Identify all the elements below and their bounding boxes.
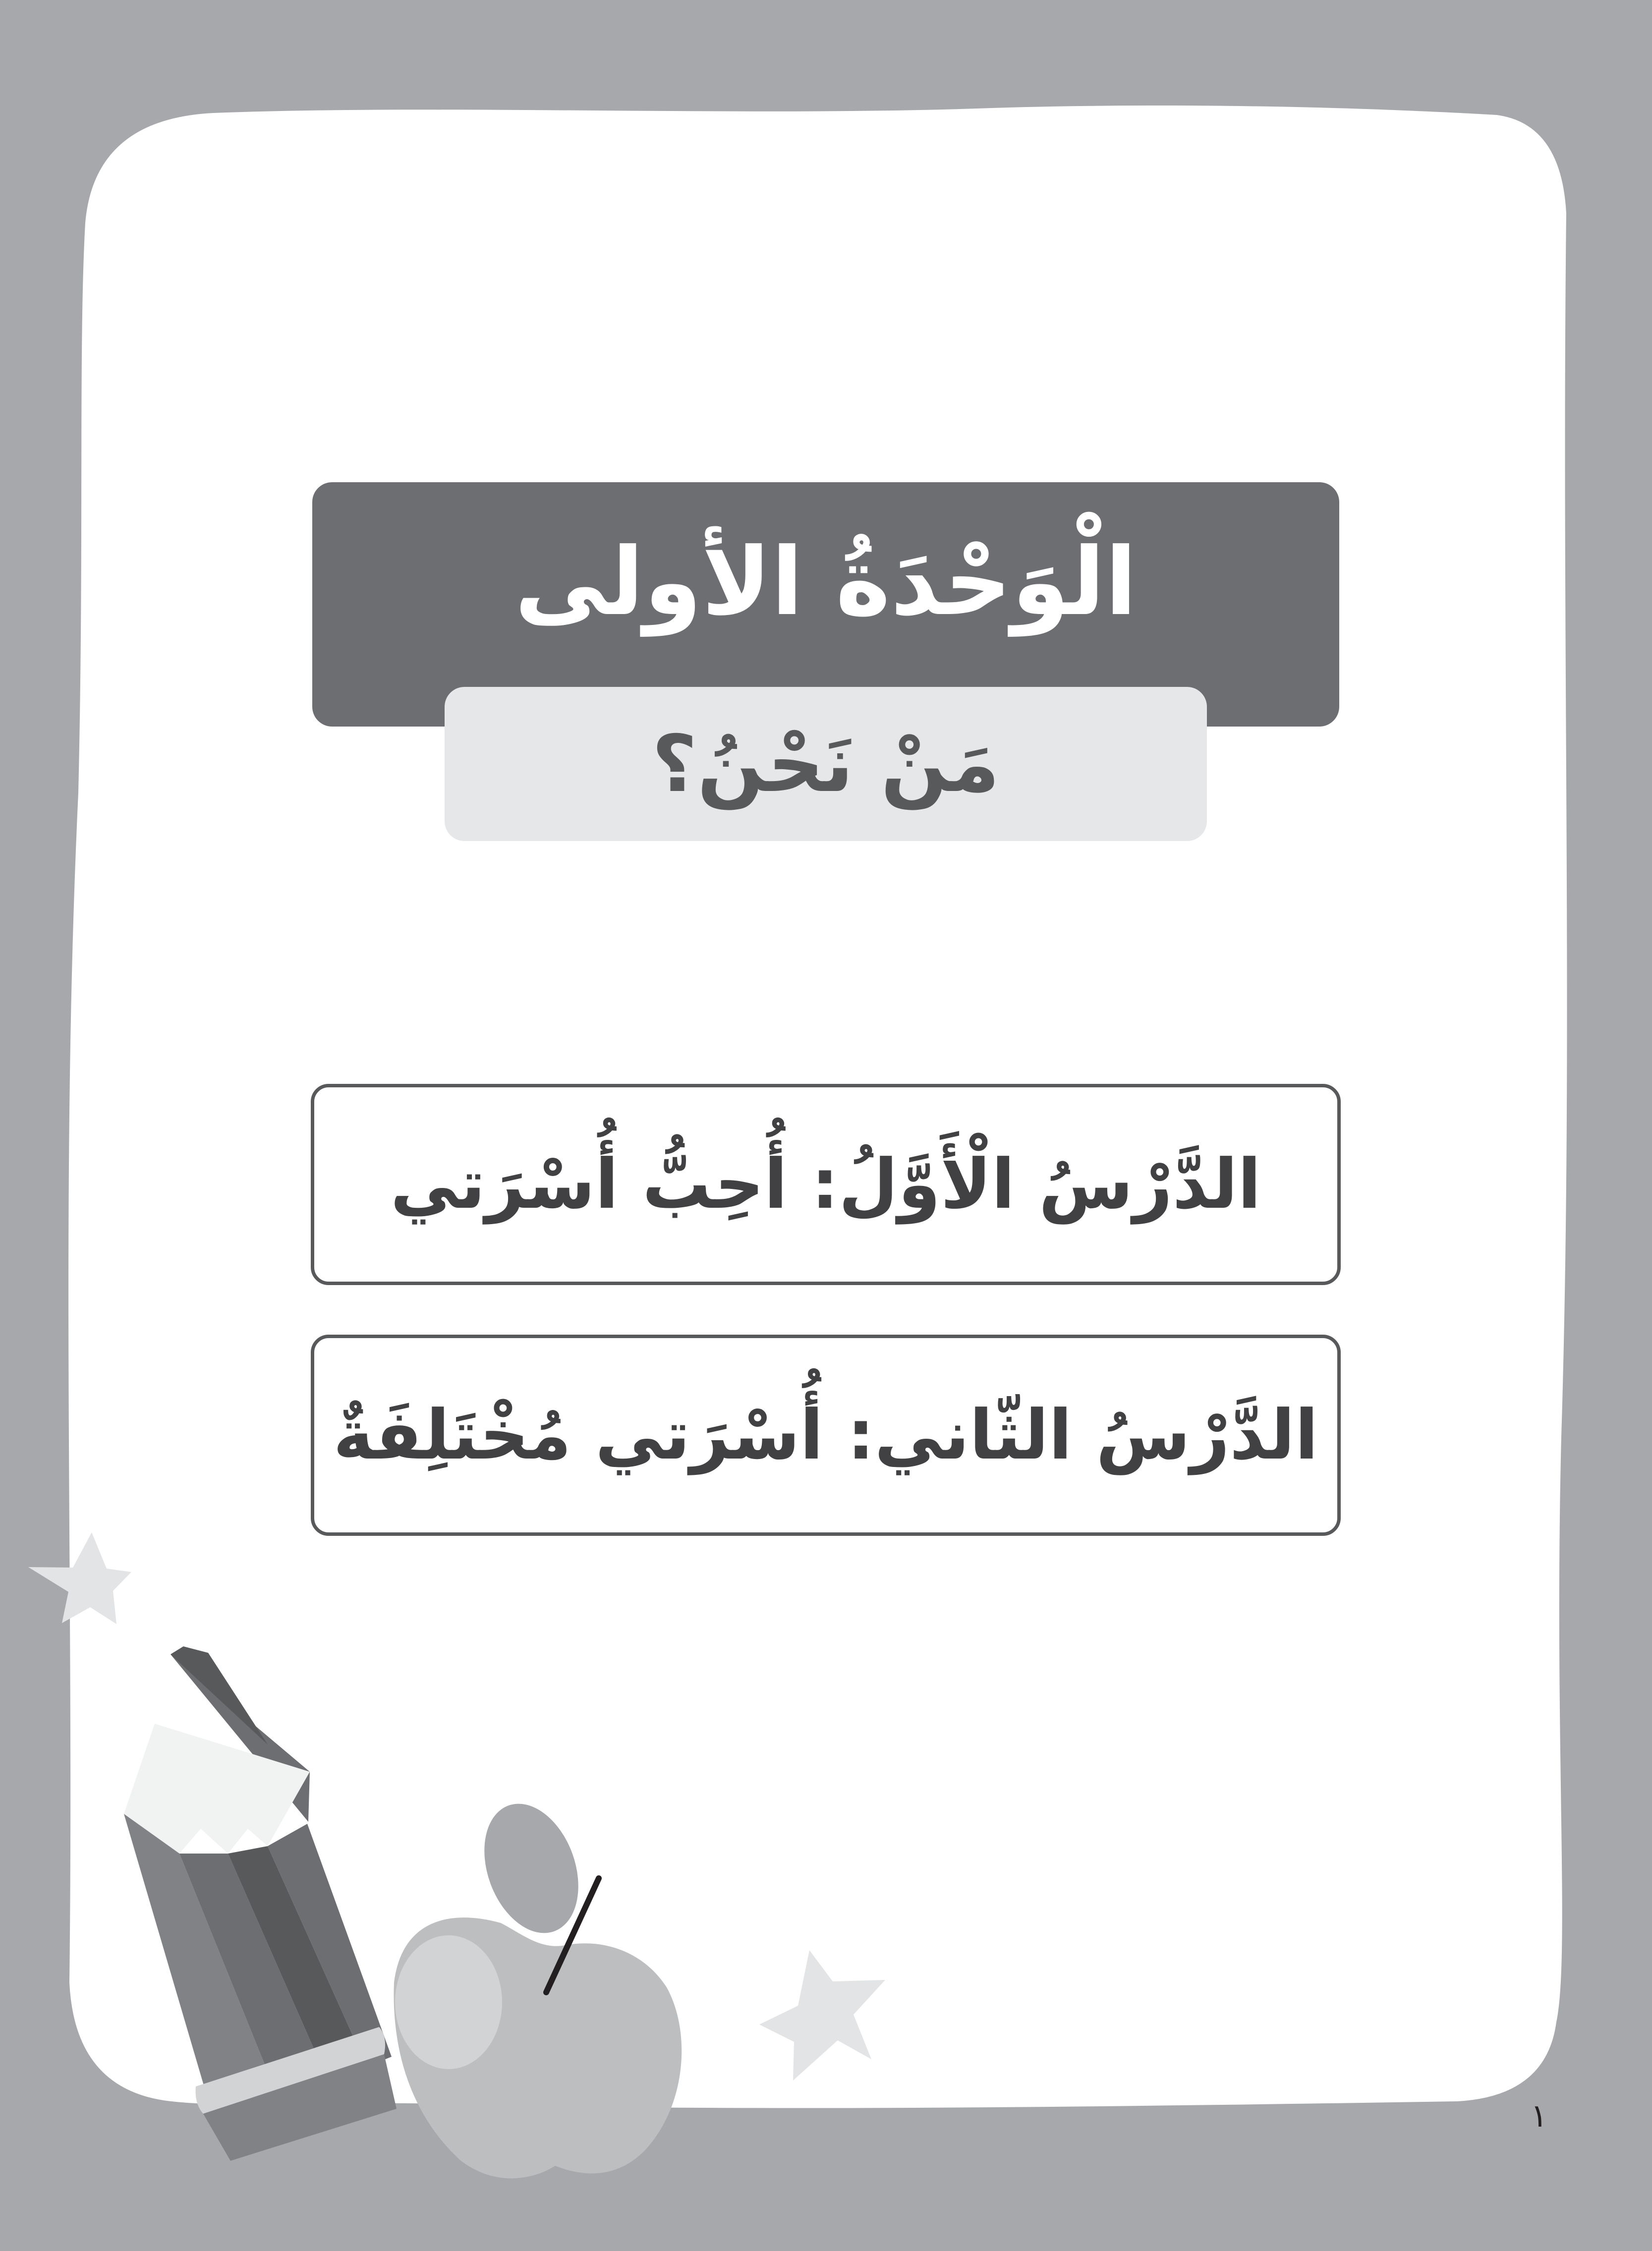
page-number: ١ [1530,2098,1548,2135]
lesson-2-title: الدَّرْسُ الثّاني: أُسْرَتي مُخْتَلِفَةٌ [333,1395,1318,1475]
lesson-2-box [311,1335,1341,1536]
lesson-1-title: الدَّرْسُ الْأَوَّلُ: أُحِبُّ أُسْرَتي [390,1144,1261,1224]
unit-subtitle: مَنْ نَحْنُ؟ [651,718,1000,810]
unit-subtitle-banner [445,687,1207,841]
lesson-1-box [311,1084,1341,1285]
unit-title: الْوَحْدَةُ الأولى [514,527,1137,636]
